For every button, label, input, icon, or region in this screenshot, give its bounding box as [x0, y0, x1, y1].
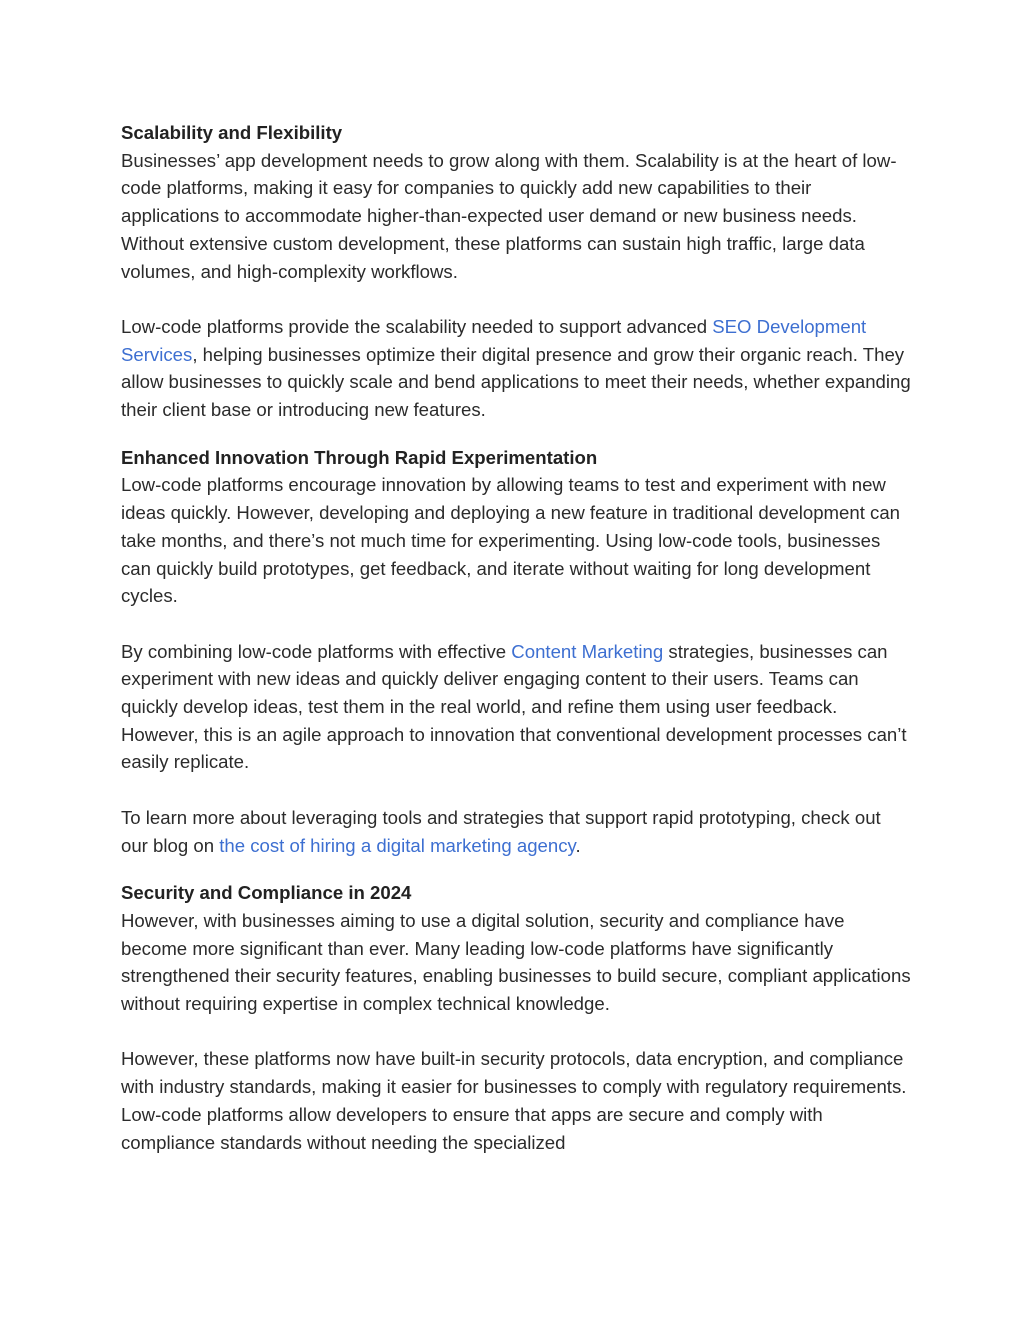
paragraph: However, these platforms now have built-in security protocols, data encryption, and compliance with industry standards, making it easier for businesses to comply with regulatory requirements. Low-code platforms allow developers to ensure that apps are secure and comply with compliance standards without needing the specialized	[121, 1048, 907, 1153]
paragraph-with-link	[121, 313, 911, 424]
paragraph-with-link	[121, 804, 911, 859]
spacer	[121, 859, 911, 879]
text-run: .	[575, 834, 581, 856]
spacer	[121, 776, 911, 804]
section-security	[121, 879, 911, 1156]
spacer	[121, 610, 911, 638]
spacer	[121, 424, 911, 444]
content-marketing-link[interactable]: Content Marketing	[511, 640, 664, 662]
spacer	[121, 285, 911, 313]
text-run: By combining low-code platforms with effective	[121, 640, 512, 662]
text-run: To learn more about leveraging tools and strategies that support rapid prototyping, check out our blog on	[121, 806, 881, 856]
section-heading: Scalability and Flexibility	[121, 122, 343, 143]
paragraph: However, with businesses aiming to use a digital solution, security and compliance have become more significant than ever. Many leading low-code platforms have significantly strengthened their security features, enabling businesses to build secure, compliant applications without requiring expertise in complex technical knowledge.	[121, 909, 911, 1015]
seo-services-link[interactable]: SEO Development Services	[121, 315, 867, 365]
paragraph: Businesses’ app development needs to grow along with them. Scalability is at the heart of low-code platforms, making it easy for companies to quickly add new capabilities to their applications to accommodate higher-than-expected user demand or new business needs. Without extensive custom development, these platforms can sustain high traffic, large data volumes, and high-complexity workflows.	[121, 149, 897, 282]
section-scalability	[121, 119, 911, 424]
document-page	[121, 119, 911, 1156]
spacer	[121, 1018, 911, 1046]
section-heading: Security and Compliance in 2024	[121, 882, 412, 904]
text-run: Low-code platforms provide the scalability needed to support advanced	[121, 315, 713, 337]
text-run: strategies, businesses can experiment with new ideas and quickly deliver engaging content to their users. Teams can quickly develop ideas, test them in the real world, and refine them using user feedback. However, this is an agile approach to innovation that conventional development processes can’t easily replicate.	[121, 640, 907, 773]
text-run: , helping businesses optimize their digital presence and grow their organic reach. They allow businesses to quickly scale and bend applications to meet their needs, whether expanding their client base or introducing new features.	[121, 343, 911, 421]
section-heading: Enhanced Innovation Through Rapid Experimentation	[121, 446, 598, 468]
agency-cost-blog-link[interactable]: the cost of hiring a digital marketing agency	[219, 834, 576, 856]
section-innovation	[121, 444, 911, 860]
paragraph-with-link	[121, 638, 911, 777]
paragraph: Low-code platforms encourage innovation by allowing teams to test and experiment with new ideas quickly. However, developing and deploying a new feature in traditional development can take months, and there’s not much time for experimenting. Using low-code tools, businesses can quickly build prototypes, get feedback, and iterate without waiting for long development cycles.	[121, 474, 901, 607]
